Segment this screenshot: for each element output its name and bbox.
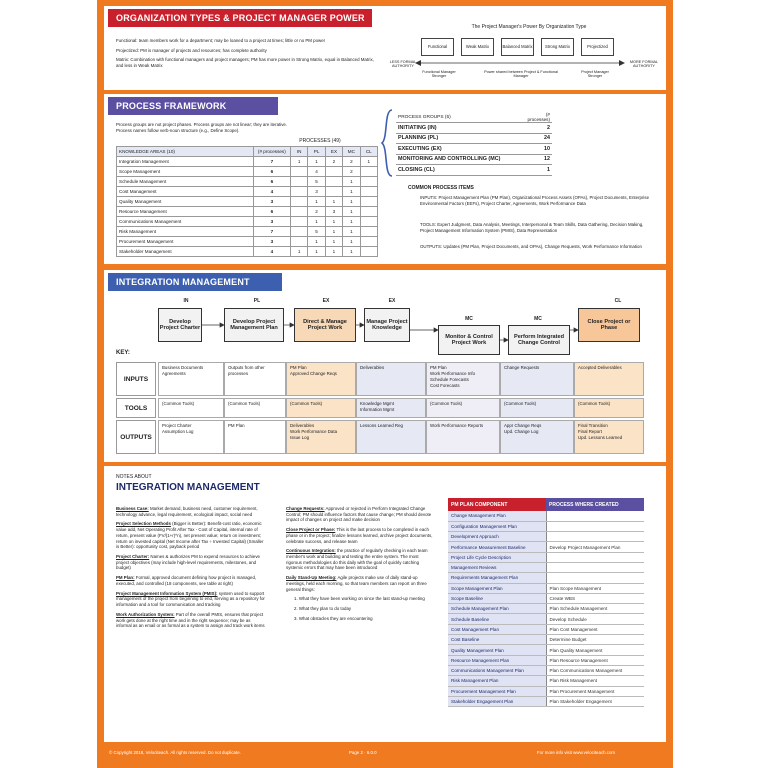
tool-cell: Knowledge Mgmt Information Mgmt [356, 398, 426, 418]
table-row [117, 177, 378, 187]
pm-component: Change Management Plan [448, 511, 546, 521]
table-row [448, 532, 644, 542]
phase-label-pl: PL [253, 298, 261, 304]
footer-page: Page 2 · 6.0.0 [349, 750, 377, 755]
table-row [117, 157, 378, 167]
table-row [117, 237, 378, 247]
ka-in: 1 [290, 247, 307, 257]
org-line-matrix: Matrix: Combination with functional managers and project managers; PM has more power in Strong Matrix, equal in Balanced Matrix, and less in Weak Matrix [116, 57, 374, 69]
table-row [448, 562, 644, 572]
process-develop-pm-plan: Develop Project Management Plan [224, 308, 284, 342]
curly-brace-icon [380, 108, 394, 178]
common-items-title: COMMON PROCESS ITEMS [408, 185, 474, 191]
note-text: Names & authorizes PM to expend resources to achieve project objectives (may include high-level requirements, milestones, and budget) [116, 554, 260, 571]
table-row [117, 227, 378, 237]
integration-panel [104, 270, 666, 462]
note-head: Project Selection Methods [116, 521, 171, 527]
pm-component: Procurement Management Plan [448, 686, 546, 696]
note-selection-methods [116, 521, 266, 550]
pm-component: Configuration Management Plan [448, 521, 546, 531]
input-cell: Change Requests [500, 362, 574, 396]
phase-label-ex-2: EX [388, 298, 396, 304]
integration-banner: INTEGRATION MANAGEMENT [108, 273, 282, 291]
notes-column-1 [116, 506, 266, 629]
pm-component: Schedule Management Plan [448, 604, 546, 614]
ka-total: 4 [253, 187, 290, 197]
table-row [448, 614, 644, 624]
table-row [448, 645, 644, 655]
row-label-inputs: INPUTS [116, 362, 156, 396]
ka-cl [360, 167, 377, 177]
pm-component: Requirements Management Plan [448, 573, 546, 583]
pg-count-header: (# processes) [522, 112, 552, 123]
ka-cl [360, 187, 377, 197]
ka-in [290, 167, 307, 177]
phase-label-ex: EX [322, 298, 330, 304]
pm-component: Cost Baseline [448, 635, 546, 645]
tool-cell: (Common Tools) [574, 398, 644, 418]
pm-process: Plan Stakeholder Engagement [546, 696, 644, 706]
process-direct-manage-work: Direct & Manage Project Work [294, 308, 356, 342]
ka-ex: 3 [325, 207, 342, 217]
table-row [448, 542, 644, 552]
org-types-panel [104, 6, 666, 90]
ka-pl: 1 [308, 157, 325, 167]
table-row [448, 624, 644, 634]
ka-name: Risk Management [117, 227, 254, 237]
note-change-requests [286, 506, 434, 523]
pm-process: Develop Schedule [546, 614, 644, 624]
standup-question: 1. What they have been working on since the last stand-up meeting [294, 596, 425, 602]
pm-process: Create WBS [546, 593, 644, 603]
ka-ex [325, 177, 342, 187]
pg-name: MONITORING AND CONTROLLING (MC) [396, 154, 522, 165]
pg-name: INITIATING (IN) [396, 123, 522, 134]
process-groups-table [396, 112, 552, 176]
process-created-header: PROCESS WHERE CREATED [546, 498, 644, 511]
table-row [448, 552, 644, 562]
standup-question: 2. What they plan to do today [294, 606, 352, 612]
phase-label-mc: MC [465, 316, 473, 322]
ka-in: 1 [290, 157, 307, 167]
pg-col-in: IN [290, 147, 307, 157]
common-inputs: INPUTS: Project Management Plan (PM Plan), Organizational Process Assets (OPAs), Project Documents, Enterprise Environmental Factors (EEFs), Project Charter, Agreements, Work Performance Data [420, 195, 650, 206]
ka-name: Scope Management [117, 167, 254, 177]
ka-ex: 1 [325, 247, 342, 257]
table-row [448, 635, 644, 645]
table-row [117, 187, 378, 197]
note-close-project [286, 527, 434, 544]
knowledge-areas-table [116, 146, 378, 257]
phase-label-mc-2: MC [534, 316, 542, 322]
table-row [448, 665, 644, 675]
ka-in [290, 177, 307, 187]
box-projectized: Projectized [581, 38, 614, 56]
ka-ex: 1 [325, 227, 342, 237]
pm-component: Scope Management Plan [448, 583, 546, 593]
ka-name: Quality Management [117, 197, 254, 207]
ka-pl: 1 [308, 247, 325, 257]
table-row [396, 144, 552, 155]
pm-component: Risk Management Plan [448, 676, 546, 686]
tool-cell: (Common Tools) [224, 398, 286, 418]
pm-component: Management Reviews [448, 562, 546, 572]
pg-name: PLANNING (PL) [396, 133, 522, 144]
pm-process: Plan Risk Management [546, 676, 644, 686]
pm-process: Plan Cost Management [546, 624, 644, 634]
input-cell: Business Documents Agreements [158, 362, 224, 396]
box-strong-matrix: Strong Matrix [541, 38, 574, 56]
ka-name: Communications Management [117, 217, 254, 227]
common-tools: TOOLS: Expert Judgment, Data Analysis, Meetings, Interpersonal & Team Skills, Data Gathering, Decision Making, Project Management Information System (PMIS), Data Representation [420, 222, 644, 233]
input-cell: Deliverables [356, 362, 426, 396]
ka-pl: 1 [308, 237, 325, 247]
more-authority-label: MORE FORMAL AUTHORITY [629, 60, 659, 69]
framework-intro-2: Process names follow verb-noun structure (e.g., Define Scope). [116, 128, 240, 133]
process-framework-panel [104, 94, 666, 264]
org-types-text [116, 38, 381, 69]
ka-count-header: (# processes) [253, 147, 290, 157]
ka-total: 6 [253, 167, 290, 177]
notes-column-2 [286, 506, 434, 622]
ka-mc: 1 [343, 217, 360, 227]
ka-mc: 1 [343, 247, 360, 257]
reference-sheet [97, 0, 673, 768]
output-cell: Project Charter Assumption Log [158, 420, 224, 454]
note-head: Continuous Integration: [286, 548, 336, 554]
processes-count-header: PROCESSES (49) [299, 138, 341, 144]
output-cell: Final Transition Final Report Upd. Lessons Learned [574, 420, 644, 454]
table-row [117, 247, 378, 257]
process-develop-project-charter: Develop Project Charter [158, 308, 202, 342]
standup-question: 3. What obstacles they are encountering [294, 615, 373, 621]
pm-process: Plan Quality Management [546, 645, 644, 655]
ka-mc: 1 [343, 197, 360, 207]
ka-total: 3 [253, 237, 290, 247]
pg-col-pl: PL [308, 147, 325, 157]
table-row [448, 593, 644, 603]
pg-count: 12 [522, 154, 552, 165]
ka-name: Integration Management [117, 157, 254, 167]
ka-pl: 4 [308, 167, 325, 177]
ka-pl: 2 [308, 207, 325, 217]
pm-component: Stakeholder Engagement Plan [448, 696, 546, 706]
ka-cl: 1 [360, 157, 377, 167]
ka-pl: 5 [308, 227, 325, 237]
table-row [448, 604, 644, 614]
org-line-projectized: Projectized: PM is manager of projects and resources; has complete authority [116, 47, 267, 53]
ka-name: Procurement Management [117, 237, 254, 247]
note-head: Business Case: [116, 506, 149, 511]
pm-process [546, 562, 644, 572]
box-balanced-matrix: Balanced Matrix [501, 38, 534, 56]
process-framework-banner: PROCESS FRAMEWORK [108, 97, 278, 115]
pm-plan-component-header: PM PLAN COMPONENT [448, 498, 546, 511]
ka-cl [360, 237, 377, 247]
table-row [117, 207, 378, 217]
process-manage-knowledge: Manage Project Knowledge [364, 308, 410, 342]
ka-pl: 3 [308, 187, 325, 197]
ka-total: 7 [253, 227, 290, 237]
pm-process [546, 552, 644, 562]
ka-total: 3 [253, 217, 290, 227]
pg-name: CLOSING (CL) [396, 165, 522, 176]
ka-name: Cost Management [117, 187, 254, 197]
ka-total: 6 [253, 177, 290, 187]
note-text: This is the last process to be completed in each phase or in the project; finalize lessons learned, archive project documents, celebrate success, and release team [286, 527, 433, 544]
functional-stronger-label: Functional Manager Stronger [422, 70, 456, 79]
table-row [117, 167, 378, 177]
note-head: Change Requests: [286, 506, 325, 511]
pm-process: Plan Communications Management [546, 665, 644, 675]
pg-count: 24 [522, 133, 552, 144]
ka-total: 3 [253, 197, 290, 207]
pg-header: PROCESS GROUPS (5) [396, 112, 522, 123]
box-functional: Functional [421, 38, 454, 56]
pm-process: Plan Schedule Management [546, 604, 644, 614]
ka-in [290, 227, 307, 237]
note-head: Project Charter: [116, 554, 150, 560]
pm-plan-table [448, 498, 644, 707]
pm-process: Plan Resource Management [546, 655, 644, 665]
ka-mc: 2 [343, 157, 360, 167]
note-text: Formal, approved document defining how project is managed, executed, and controlled (18 components, see table at right) [116, 575, 257, 586]
input-cell: PM Plan Approved Change Reqs [286, 362, 356, 396]
pm-component: Schedule Baseline [448, 614, 546, 624]
ka-cl [360, 227, 377, 237]
pg-name: EXECUTING (EX) [396, 144, 522, 155]
ka-mc: 2 [343, 167, 360, 177]
ka-cl [360, 197, 377, 207]
note-head: Close Project or Phase: [286, 527, 336, 533]
pm-process: Determine Budget [546, 635, 644, 645]
org-line-functional: Functional: team members work for a department; may be loaned to a project at times; little or no PM power [116, 38, 326, 43]
note-text: Part of the overall PMIS, ensures that project work gets done at the right time and in the right sequence; may be as informal as an email or as formal as a system to assign and track work items [116, 611, 265, 629]
power-diagram [389, 22, 664, 88]
note-project-charter [116, 554, 266, 571]
pm-process [546, 521, 644, 531]
note-head: Work Authorization System: [116, 611, 175, 617]
pm-component: Cost Management Plan [448, 624, 546, 634]
note-text: (Bigger is Better): Benefit-cost ratio, economic value add, Net Operating Profit After Tax - Cost of Capital, internal rate of return, present value (FV/(1+r)^n), net present value; return on investment; return on invested capital (Net Income after Tax ÷ Invested Capital) (Smaller is Better): opportunity cost, payback period [116, 521, 264, 550]
pm-process: Develop Project Management Plan [546, 542, 644, 552]
process-integrated-change-control: Perform Integrated Change Control [508, 325, 570, 355]
pm-process: Plan Procurement Management [546, 686, 644, 696]
ka-rows [117, 157, 378, 257]
pg-col-ex: EX [325, 147, 342, 157]
power-diagram-title: The Project Manager's Power By Organization Type [471, 24, 587, 30]
ka-ex: 1 [325, 217, 342, 227]
ka-total: 6 [253, 207, 290, 217]
table-row [396, 165, 552, 176]
ka-ex [325, 187, 342, 197]
output-cell: PM Plan [224, 420, 286, 454]
pm-process: Plan Scope Management [546, 583, 644, 593]
note-daily-standup [286, 575, 434, 592]
ka-mc: 1 [343, 227, 360, 237]
pm-component: Quality Management Plan [448, 645, 546, 655]
output-cell: Deliverables Work Performance Data Issue Log [286, 420, 356, 454]
table-row [448, 511, 644, 521]
ka-name: Stakeholder Management [117, 247, 254, 257]
pm-component: Performance Measurement Baseline [448, 542, 546, 552]
phase-label-cl: CL [614, 298, 622, 304]
table-row [448, 696, 644, 706]
output-cell: Appr Change Reqs Upd. Change Log [500, 420, 574, 454]
note-text: the practice of regularly checking in each team member's work and building and testing the entire system. The most rigorous methodologies do this daily with the goal of quickly catching systemic errors that may have been introduced [286, 548, 428, 571]
ka-ex: 1 [325, 237, 342, 247]
ka-cl [360, 247, 377, 257]
ka-in [290, 207, 307, 217]
ka-in [290, 217, 307, 227]
ka-ex: 2 [325, 157, 342, 167]
ka-cl [360, 217, 377, 227]
note-text: system used to support management of the project from beginning to end, serving as a repository for information and a tool for communication and tracking [116, 590, 265, 608]
ka-header: KNOWLEDGE AREAS (10) [117, 147, 254, 157]
less-authority-label: LESS FORMAL AUTHORITY [389, 60, 417, 69]
ka-name: Schedule Management [117, 177, 254, 187]
ka-mc: 1 [343, 237, 360, 247]
output-cell: Work Performance Reports [426, 420, 500, 454]
footer-copyright: © Copyright 2018, Velociteach. All rights reserved. Do not duplicate. [109, 750, 241, 755]
pg-col-mc: MC [343, 147, 360, 157]
pm-component: Scope Baseline [448, 593, 546, 603]
pg-count: 2 [522, 123, 552, 134]
pg-col-cl: CL [360, 147, 377, 157]
note-head: PM Plan: [116, 575, 135, 581]
tool-cell: (Common Tools) [158, 398, 224, 418]
org-types-banner: ORGANIZATION TYPES & PROJECT MANAGER POWER [108, 9, 372, 27]
table-row [448, 583, 644, 593]
table-row [396, 133, 552, 144]
ka-name: Resource Management [117, 207, 254, 217]
pm-process [546, 573, 644, 583]
common-outputs: OUTPUTS: Updates (PM Plan, Project Documents, and OPAs), Change Requests, Work Performance Information [420, 244, 642, 249]
row-label-outputs: OUTPUTS [116, 420, 156, 454]
ka-ex [325, 167, 342, 177]
pm-component: Resource Management Plan [448, 655, 546, 665]
input-cell: Outputs from other processes [224, 362, 286, 396]
note-head: Project Management Information System (PMIS): [116, 590, 218, 596]
table-row [117, 197, 378, 207]
table-row [117, 217, 378, 227]
notes-panel [104, 466, 666, 742]
box-weak-matrix: Weak Matrix [461, 38, 494, 56]
note-text: Approved or rejected in Perform Integrated Change Control; PM should influence factors that cause change; PM should devote impact of changes on project and make decision [286, 506, 432, 523]
note-continuous-integration [286, 548, 434, 571]
table-row [448, 573, 644, 583]
tool-cell: (Common Tools) [426, 398, 500, 418]
pg-count: 1 [522, 165, 552, 176]
row-label-tools: TOOLS [116, 398, 156, 418]
note-head: Daily Stand-Up Meeting: [286, 575, 337, 581]
pm-stronger-label: Project Manager Stronger [581, 70, 609, 79]
table-row [396, 154, 552, 165]
note-text: Agile projects make use of daily stand-up meetings, held each morning, so that team members can report on three general things: [286, 575, 427, 592]
tool-cell: (Common Tools) [500, 398, 574, 418]
table-row [448, 676, 644, 686]
key-label: KEY: [116, 350, 130, 356]
process-monitor-control: Monitor & Control Project Work [438, 325, 500, 355]
pm-process [546, 532, 644, 542]
pm-component: Project Life Cycle Description [448, 552, 546, 562]
tool-cell: (Common Tools) [286, 398, 356, 418]
note-work-authorization [116, 612, 266, 629]
ka-pl: 1 [308, 197, 325, 207]
ka-total: 4 [253, 247, 290, 257]
note-text: Market demand, business need, customer requirement, technology advance, legal requirement, ecological impact, social need [116, 506, 258, 517]
footer-url: For more info visit www.velociteach.com [537, 750, 616, 755]
process-close-project: Close Project or Phase [578, 308, 640, 342]
input-cell: PM Plan Work Performance Info Schedule Forecasts Cost Forecasts [426, 362, 500, 396]
phase-label-in: IN [183, 298, 189, 304]
input-cell: Accepted Deliverables [574, 362, 644, 396]
pg-count: 10 [522, 144, 552, 155]
note-pm-plan [116, 575, 266, 586]
ka-in [290, 187, 307, 197]
table-row [448, 521, 644, 531]
notes-title: INTEGRATION MANAGEMENT [116, 482, 260, 493]
shared-power-label: Power shared between Project & Functional Manager [484, 70, 558, 79]
ka-mc: 1 [343, 187, 360, 197]
notes-about-label: NOTES ABOUT [116, 474, 152, 480]
table-row [396, 123, 552, 134]
framework-intro-1: Process groups are not project phases. Process groups are not linear; they are iterative. [116, 122, 288, 127]
table-row [448, 686, 644, 696]
pm-component: Communications Management Plan [448, 665, 546, 675]
ka-cl [360, 207, 377, 217]
ka-cl [360, 177, 377, 187]
note-pmis [116, 591, 266, 608]
ka-in [290, 237, 307, 247]
authority-arrow [415, 58, 625, 68]
ka-mc: 1 [343, 207, 360, 217]
note-business-case [116, 506, 266, 517]
table-row [448, 655, 644, 665]
ka-pl: 5 [308, 177, 325, 187]
ka-mc: 1 [343, 177, 360, 187]
ka-total: 7 [253, 157, 290, 167]
ka-pl: 1 [308, 217, 325, 227]
ka-ex: 1 [325, 197, 342, 207]
ka-in [290, 197, 307, 207]
pm-component: Development Approach [448, 532, 546, 542]
pm-process [546, 511, 644, 521]
output-cell: Lessons Learned Reg [356, 420, 426, 454]
